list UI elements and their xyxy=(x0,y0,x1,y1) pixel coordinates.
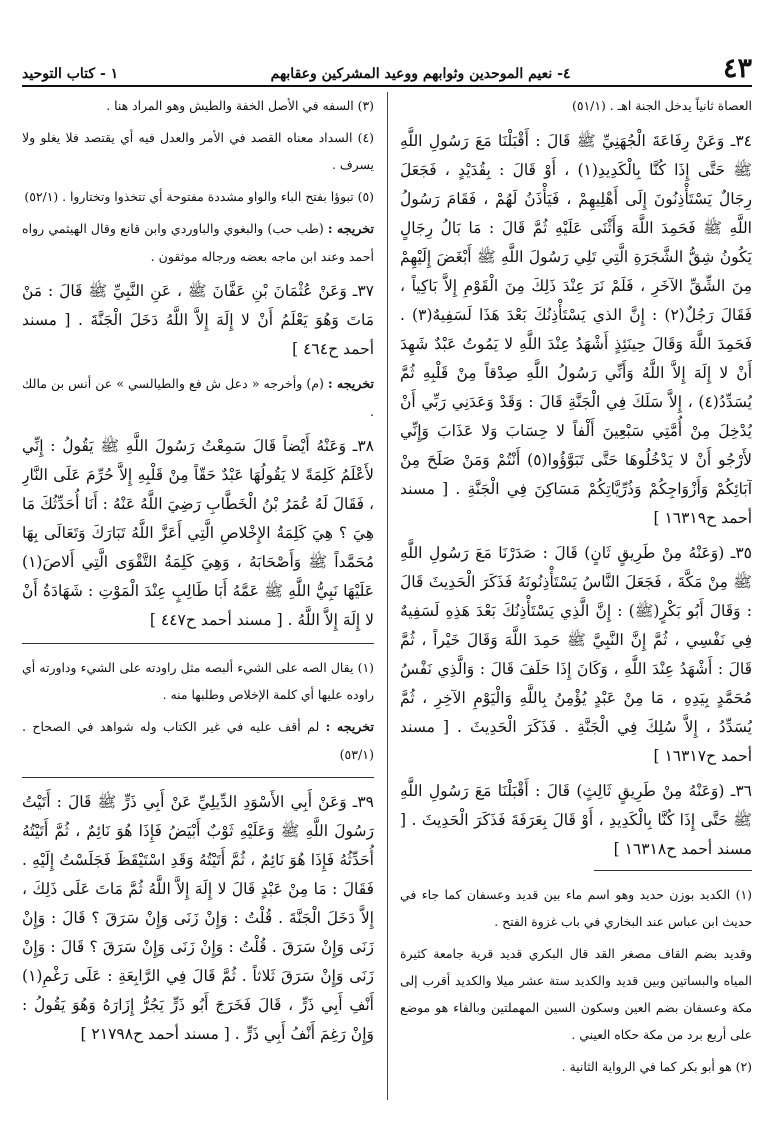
page-number: ٤٣ xyxy=(722,53,752,84)
footnote-1: (١) الكديد بوزن حديد وهو اسم ماء بين قديد وعسفان كما جاء في حديث ابن عباس عند البخاري في باب غزوة الفتح . xyxy=(400,887,752,929)
footnote-2: (٢) هو أبو بكر كما في الرواية الثانية . xyxy=(561,1059,752,1074)
running-title: ٤- نعيم الموحدين وثوابهم ووعيد المشركين وعقابهم xyxy=(270,66,571,82)
footnote-l1: (١) يقال الصه على الشيء ألبصه مثل راودته على الشيء وداورته أي راوده عليها أي كلمة الإخلاص وطلبها منه . xyxy=(22,660,374,702)
hadith-38: ٣٨ـ وَعَنْهُ أَيْضاً قَالَ سَمِعْتُ رَسُولَ اللَّهِ ﷺ يَقُولُ : إِنِّي لأَعْلَمُ كَلِمَةً لا يَقُولُهَا عَبْدٌ حَقّاً مِنْ قَلْبِهِ إِلاَّ حُرِّمَ عَلَى النَّارِ ، فَقَالَ لَهُ عُمَرُ بْنُ الْخَطَّابِ رَضِيَ اللَّهُ عَنْهُ : أَنَا أُحَدِّثُكَ مَا هِيَ ؟ هِيَ كَلِمَةُ الإِخْلاصِ الَّتِي أَعَزَّ اللَّهُ تَبَارَكَ وَتَعَالَى بِهَا مُحَمَّداً ﷺ وَأَصْحَابَهُ ، وَهِيَ كَلِمَةُ التَّقْوَى الَّتِي أَلاصَ(١) عَلَيْهَا نَبِيُّ اللَّهِ ﷺ عَمَّهُ أَبَا طَالِبٍ عِنْدَ الْمَوْتِ : شَهَادَةُ أَنْ لا إِلَهَ إِلاَّ اللَّهُ . [ مسند أحمد ح٤٤٧ ] xyxy=(22,437,374,629)
takhrij-2 xyxy=(22,370,374,426)
footnote-separator xyxy=(22,643,374,644)
takhrij-text: (طب حب) والبغوي والباوردي وابن قانع وقال الهيثمي رواه أحمد وعند ابن ماجه بعضه ورجاله موثقون . xyxy=(22,221,374,264)
header-rule xyxy=(22,85,752,87)
takhrij-label: تخريجه : xyxy=(327,221,374,236)
hadith-34: ٣٤ـ وَعَنْ رِفَاعَةَ الْجُهَنِيِّ ﷺ قَالَ : أَقْبَلْنَا مَعَ رَسُولِ اللَّهِ ﷺ حَتَّى إِذَا كُنَّا بِالْكَدِيدِ(١) ، أَوْ قَالَ : بِقُدَيْدٍ ، فَجَعَلَ رِجَالٌ يَسْتَأْذِنُونَ إِلَى أَهْلِيهِمْ ، فَيَأْذَنُ لَهُمْ ، فَقَامَ رَسُولُ اللَّهِ ﷺ فَحَمِدَ اللَّهَ وَأَثْنَى عَلَيْهِ ثُمَّ قَالَ : مَا بَالُ رِجَالٍ يَكُونُ شِقُّ الشَّجَرَةِ الَّتِي تَلِي رَسُولَ اللَّهِ ﷺ أَبْغَضَ إِلَيْهِمْ مِنَ الشِّقِّ الآخَرِ ، فَلَمْ نَرَ عِنْدَ ذَلِكَ مِنَ الْقَوْمِ إِلاَّ بَاكِياً ، فَقَالَ رَجُلٌ(٢) : إِنَّ الذي يَسْتَأْذِنُكَ بَعْدَ هَذَا لَسَفِيهٌ(٣) . فَحَمِدَ اللَّهَ وَقَالَ حِينَئِذٍ أَشْهَدُ عِنْدَ اللَّهِ لا يَمُوتُ عَبْدٌ شَهِدَ أَنْ لا إِلَهَ إِلاَّ اللَّهُ وَأَنِّي رَسُولُ اللَّهِ صِدْقاً مِنْ قَلْبِهِ ثُمَّ يُسَدِّدُ(٤) ، إِلاَّ سَلَكَ فِي الْجَنَّةِ قَالَ : وَقَدْ وَعَدَنِي رَبِّي أَنْ يُدْخِلَ مِنْ أُمَّتِي سَبْعِينَ أَلْفاً لا حِسَابَ وَلا عَذَابَ وَإِنِّي لأَرْجُو أَنْ لا يَدْخُلُوهَا حَتَّى تَبَوَّؤُوا(٥) أَنْتُمْ وَمَنْ صَلَحَ مِنْ آبَائِكُمْ وَأَزْوَاجِكُمْ وَذُرِّيَّاتِكُمْ مَسَاكِنَ فِي الْجَنَّةِ . [ مسند أحمد ح١٦٣١٩ ] xyxy=(400,132,752,527)
footnote-4: (٤) السداد معناه القصد في الأمر والعدل فيه أي يقتصد فلا يغلو ولا يسرف . xyxy=(22,130,374,172)
section-separator xyxy=(22,777,374,778)
hadith-36: ٣٦ـ (وَعَنْهُ مِنْ طَرِيقٍ ثَالِثٍ) قَالَ : أَقْبَلْنَا مَعَ رَسُولِ اللَّهِ ﷺ حَتَّى إِذَا كُنَّا بِالْكَدِيدِ ، أَوْ قَالَ بِعَرَفَةَ فَذَكَرَ الْحَدِيثَ . [ مسند أحمد ح١٦٣١٨ ] xyxy=(400,782,752,858)
takhrij-label: تخريجه : xyxy=(327,376,374,391)
takhrij-3 xyxy=(22,713,374,769)
footnote-separator xyxy=(594,870,752,871)
footnote-1-cont: وقديد بضم القاف مصغر القد قال البكري قديد قرية جامعة كثيرة المياه والبساتين وبين قديد والكديد ستة عشر ميلا والكديد أقرب إلى مكة وعسفان بضم العين وسكون السين المهملتين وبالفاء هو موضع على أربع برد من مكة حكاه العيني . xyxy=(400,946,752,1042)
right-column xyxy=(400,92,752,1112)
takhrij-1 xyxy=(22,215,374,271)
hadith-37: ٣٧ـ وَعَنْ عُثْمَانَ بْنِ عَفَّانَ ﷺ ، عَنِ النَّبِيِّ ﷺ قَالَ : مَنْ مَاتَ وَهُوَ يَعْلَمُ أَنْ لا إِلَهَ إِلاَّ اللَّهُ دَخَلَ الْجَنَّةَ . [ مسند أحمد ح٤٦٤ ] xyxy=(22,282,374,358)
hadith-39: ٣٩ـ وَعَنْ أَبِي الأَسْوَدِ الدِّيلِيِّ عَنْ أَبِي ذَرٍّ ﷺ قَالَ : أَتَيْتُ رَسُولَ اللَّهِ ﷺ وَعَلَيْهِ ثَوْبٌ أَبْيَضُ فَإِذَا هُوَ نَائِمٌ ، ثُمَّ أَتَيْتُهُ أُحَدِّثُهُ فَإِذَا هُوَ نَائِمٌ ، ثُمَّ أَتَيْتُهُ وَقَدِ اسْتَيْقَظَ فَجَلَسْتُ إِلَيْهِ . فَقَالَ : مَا مِنْ عَبْدٍ قَالَ لا إِلَهَ إِلاَّ اللَّهُ ثُمَّ مَاتَ عَلَى ذَلِكَ ، إِلاَّ دَخَلَ الْجَنَّةَ . قُلْتُ : وَإِنْ زَنَى وَإِنْ سَرَقَ ؟ قَالَ : وَإِنْ زَنَى وَإِنْ سَرَقَ . قُلْتُ : وَإِنْ زَنَى وَإِنْ سَرَقَ ؟ قَالَ : وَإِنْ زَنَى وَإِنْ سَرَقَ ثَلاثاً . ثُمَّ قَالَ فِي الرَّابِعَةِ : عَلَى رَغْمِ(١) أَنْفِ أَبِي ذَرٍّ ، قَالَ فَخَرَجَ أَبُو ذَرٍّ يَجُرُّ إِزَارَهُ وَهُوَ يَقُولُ : وَإِنْ رَغِمَ أَنْفُ أَبِي ذَرٍّ . [ مسند أحمد ح٢١٧٩٨ ] xyxy=(22,793,374,1043)
takhrij-text: (م) وأخرجه « دعل ش فع والطيالسي » عن أنس بن مالك . xyxy=(22,376,374,419)
column-divider xyxy=(387,92,388,1100)
left-column xyxy=(22,92,374,1112)
book-title: ١ - كتاب التوحيد xyxy=(22,66,119,82)
footnote-3: (٣) السفه في الأصل الخفة والطيش وهو المراد هنا . xyxy=(106,98,374,113)
takhrij-text: لم أقف عليه في غير الكتاب وله شواهد في الصحاح . (٥٣/١) xyxy=(22,719,374,762)
hadith-35: ٣٥ـ (وَعَنْهُ مِنْ طَرِيقٍ ثَانٍ) قَالَ : صَدَرْنَا مَعَ رَسُولِ اللَّهِ ﷺ مِنْ مَكَّةَ ، فَجَعَلَ النَّاسُ يَسْتَأْذِنُونَهُ فَذَكَرَ الْحَدِيثَ قَالَ : وَقَالَ أَبُو بَكْرٍ(ﷺ) : إِنَّ الَّذِي يَسْتَأْذِنُكَ بَعْدَ هَذِهِ لَسَفِيهٌ فِي نَفْسِي ، ثُمَّ إِنَّ النَّبِيَّ ﷺ حَمِدَ اللَّهَ وَقَالَ خَيْراً ، ثُمَّ قَالَ : أَشْهَدُ عِنْدَ اللَّهِ ، وَكَانَ إِذَا حَلَفَ قَالَ : وَالَّذِي نَفْسُ مُحَمَّدٍ بِيَدِهِ ، مَا مِنْ عَبْدٍ يُؤْمِنُ بِاللَّهِ وَالْيَوْمِ الآخِرِ ، ثُمَّ يُسَدِّدُ ، إِلاَّ سُلِكَ فِي الْجَنَّةِ . فَذَكَرَ الْحَدِيثَ . [ مسند أحمد ح١٦٣١٧ ] xyxy=(400,544,752,765)
takhrij-label: تخريجه : xyxy=(325,719,374,734)
page-header xyxy=(22,54,752,82)
footnote-5: (٥) تبوؤا بفتح الباء والواو مشددة مفتوحة أي تتخذوا وتختاروا . (٥٢/١) xyxy=(24,189,374,204)
carry-over-note: العصاة ثانياً يدخل الجنة اهـ . (٥١/١) xyxy=(572,98,752,113)
